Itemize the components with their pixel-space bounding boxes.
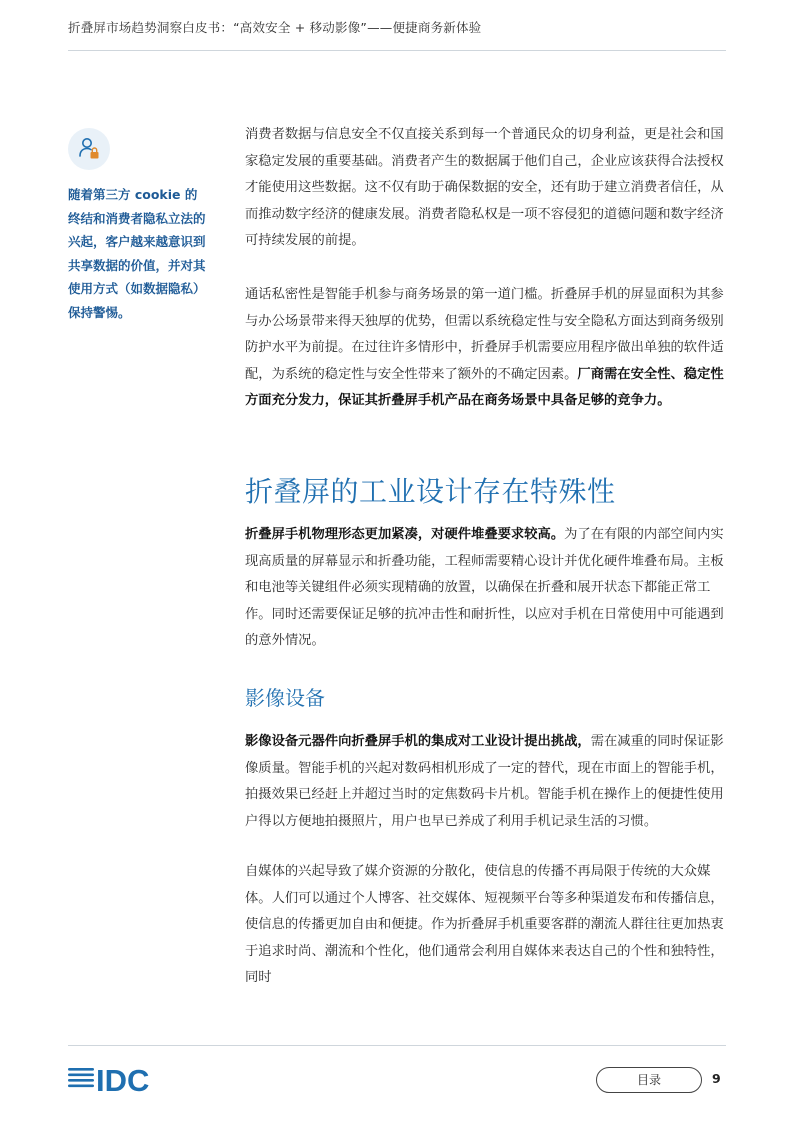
section-heading-industrial-design: 折叠屏的工业设计存在特殊性: [245, 475, 616, 508]
logo-text: IDC: [96, 1063, 150, 1096]
paragraph-bold-conclusion: 厂商需在安全性、稳定性方面充分发力，保证其折叠屏手机产品在商务场景中具备足够的竞争力。: [245, 366, 724, 409]
paragraph-imaging-components: [245, 729, 727, 835]
paragraph-text: 通话私密性是智能手机参与商务场景的第一道门槛。折叠屏手机的屏显面积为其参与办公场景带来得天独厚的优势，但需以系统稳定性与安全隐私方面达到商务级别防护水平为前提。在过往许多情形中，折叠屏手机需要应用程序做出单独的软件适配，为系统的稳定性与安全性带来了额外的不确定因素。: [245, 287, 724, 382]
header-title: 折叠屏市场趋势洞察白皮书：“高效安全 + 移动影像”——便捷商务新体验: [68, 20, 482, 35]
paragraph-bold-lead: 影像设备元器件向折叠屏手机的集成对工业设计提出挑战，: [245, 734, 591, 749]
paragraph-call-privacy: [245, 282, 727, 415]
table-of-contents-button[interactable]: 目录: [596, 1067, 702, 1093]
paragraph-bold-lead: 折叠屏手机物理形态更加紧凑，对硬件堆叠要求较高。: [245, 527, 565, 542]
paragraph-text: 为了在有限的内部空间内实现高质量的屏幕显示和折叠功能，工程师需要精心设计并优化硬件堆叠布局。主板和电池等关键组件必须实现精确的放置，以确保在折叠和展开状态下都能正常工作。同时还需要保证足够的抗冲击性和耐折性，以应对手机在日常使用中可能遇到的意外情况。: [245, 527, 724, 649]
footer-divider: [68, 1045, 726, 1046]
paragraph-hardware-stacking: [245, 522, 727, 655]
user-lock-icon: [68, 128, 110, 170]
subsection-heading-imaging: 影像设备: [245, 686, 325, 710]
paragraph-consumer-data: 消费者数据与信息安全不仅直接关系到每一个普通民众的切身利益，更是社会和国家稳定发展的重要基础。消费者产生的数据属于他们自己，企业应该获得合法授权才能使用这些数据。这不仅有助于确保数据的安全，还有助于建立消费者信任，从而推动数字经济的健康发展。消费者隐私权是一项不容侵犯的道德问题和数字经济可持续发展的前提。: [245, 127, 724, 249]
sidebar-callout: 随着第三方 cookie 的终结和消费者隐私立法的兴起，客户越来越意识到共享数据的价值，并对其使用方式（如数据隐私）保持警惕。: [68, 187, 206, 320]
header-divider: [68, 50, 726, 51]
page-number: 9: [712, 1071, 721, 1086]
paragraph-self-media: 自媒体的兴起导致了媒介资源的分散化，使信息的传播不再局限于传统的大众媒体。人们可以通过个人博客、社交媒体、短视频平台等多种渠道发布和传播信息，使信息的传播更加自由和便捷。作为折叠屏手机重要客群的潮流人群往往更加热衷于追求时尚、潮流和个性化，他们通常会利用自媒体来表达自己的个性和独特性，同时: [245, 864, 724, 986]
paragraph-text: 需在减重的同时保证影像质量。智能手机的兴起对数码相机形成了一定的替代，现在市面上的智能手机，拍摄效果已经赶上并超过当时的定焦数码卡片机。智能手机在操作上的便捷性使用户得以方便地拍摄照片，用户也早已养成了利用手机记录生活的习惯。: [245, 734, 724, 829]
idc-logo: [68, 1062, 168, 1096]
